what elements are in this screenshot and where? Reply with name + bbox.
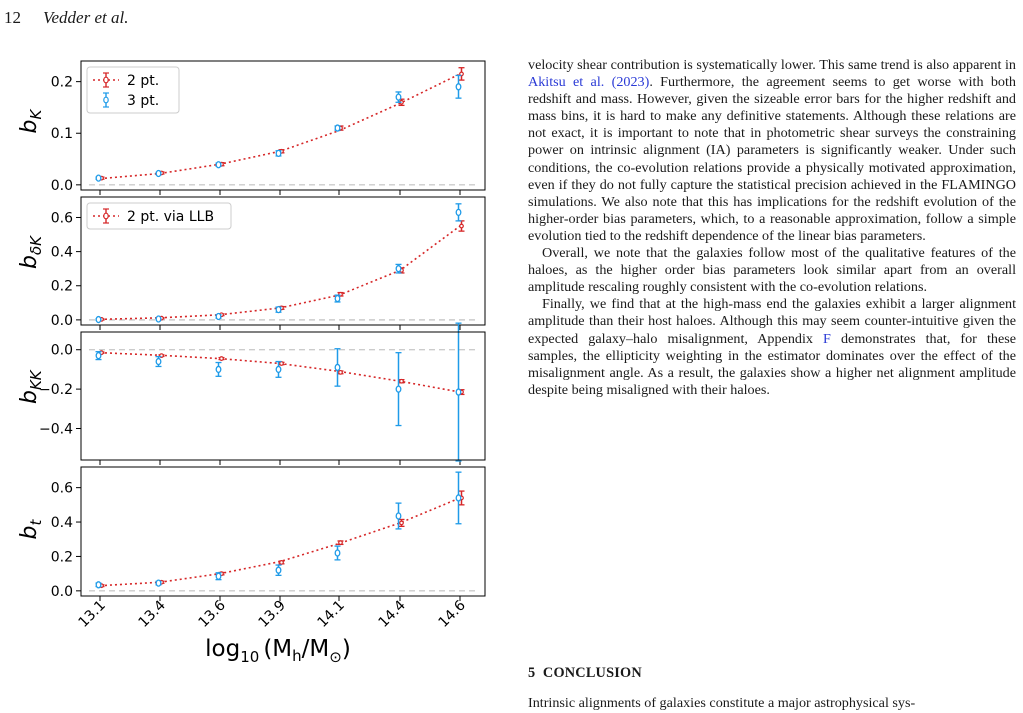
marker — [220, 357, 224, 361]
marker — [396, 386, 401, 392]
body-text — [528, 57, 1016, 399]
marker — [216, 313, 221, 319]
marker — [335, 125, 340, 131]
y-tick-label: 0.0 — [50, 342, 73, 359]
panel-bt — [17, 467, 485, 601]
y-axis-label: $b_K$ — [17, 109, 45, 134]
marker — [396, 94, 401, 100]
three-pt-point — [456, 204, 462, 221]
marker — [216, 162, 221, 168]
figure-panels — [17, 61, 485, 601]
three-pt-point — [216, 313, 222, 319]
three-pt-point — [96, 317, 102, 323]
panel-frame — [81, 332, 485, 460]
x-tick-label: 14.1 — [314, 597, 348, 631]
three-pt-point — [96, 352, 102, 360]
paragraph-3: Finally, we find that at the high-mass end the galaxies exhibit a larger alignment amplitude than their host haloes. Although this may seem counter-intuitive given the expected galaxy–halo misalignment, Appendix F demonstrates that, for these samples, the ellipticity weighting in the estimator dominates over the effect of the misalignment angle. As a result, the galaxies show a higher net alignment amplitude despite being misaligned with their haloes. — [528, 296, 1016, 398]
marker — [216, 573, 221, 579]
y-tick-label: 0.6 — [50, 210, 73, 227]
marker — [280, 362, 284, 366]
marker — [276, 366, 281, 372]
three-pt-point — [335, 125, 341, 131]
x-tick-label: 14.4 — [375, 597, 409, 631]
marker — [456, 209, 461, 215]
y-axis-label: $b_t$ — [17, 519, 45, 540]
marker — [460, 224, 464, 228]
y-tick-label: −0.4 — [39, 421, 73, 438]
three-pt-point — [456, 323, 462, 461]
x-tick-label: 14.6 — [435, 597, 469, 631]
y-tick-label: 0.2 — [50, 549, 73, 566]
running-authors: Vedder et al. — [43, 8, 129, 27]
legend-label: 3 pt. — [127, 93, 160, 109]
marker — [276, 150, 281, 156]
marker — [335, 364, 340, 370]
two-pt-point — [399, 519, 405, 526]
marker — [456, 389, 461, 395]
three-pt-point — [216, 162, 222, 168]
page-number: 12 — [4, 8, 21, 27]
panel-bdK — [17, 197, 485, 330]
y-tick-label: 0.0 — [50, 583, 73, 600]
three-pt-point — [276, 307, 282, 313]
conclusion-text: Intrinsic alignments of galaxies constitute a major astrophysical sys- — [528, 695, 916, 711]
y-tick-label: 0.2 — [50, 278, 73, 295]
x-tick-label: 13.6 — [195, 597, 229, 631]
x-tick-label: 13.4 — [135, 597, 169, 631]
marker — [335, 296, 340, 302]
marker — [96, 317, 101, 323]
legend — [87, 67, 179, 113]
three-pt-point — [276, 150, 282, 156]
three-pt-point — [456, 75, 462, 98]
x-axis-label: $\log_{10} (M_h/M_⊙)$ — [205, 636, 351, 666]
y-tick-label: 0.6 — [50, 480, 73, 497]
marker — [156, 170, 161, 176]
two-pt-point — [279, 362, 285, 366]
marker — [96, 582, 101, 588]
marker — [339, 371, 343, 375]
x-tick-label: 13.1 — [75, 597, 109, 631]
panel-bK — [17, 61, 485, 195]
two-pt-point — [459, 68, 465, 80]
marker — [96, 175, 101, 181]
marker — [456, 495, 461, 501]
three-pt-point — [335, 349, 341, 386]
bias-figure — [0, 0, 500, 713]
two-pt-point — [338, 541, 344, 545]
x-axis — [75, 597, 468, 630]
marker — [396, 266, 401, 272]
marker — [156, 359, 161, 365]
three-pt-point — [335, 546, 341, 560]
two-pt-point — [279, 561, 285, 565]
three-pt-point — [156, 357, 162, 367]
y-axis-label: $b_{\delta K}$ — [17, 236, 45, 269]
two-pt-point — [459, 221, 465, 231]
legend-label: 2 pt. via LLB — [127, 209, 215, 225]
marker — [456, 84, 461, 90]
panel-frame — [81, 467, 485, 596]
paragraph-1: velocity shear contribution is systematically lower. This same trend is also apparent in Akitsu et al. (2023). Furthermore, the agreement seems to get worse with both redshift and mass. However, given the sizeable error bars for the higher redshift and mass bins, it is hard to make any definitive statements. Although these relations are not exact, it is important to note that in photometric shear surveys the constraining power on intrinsic alignment (IA) parameters is significantly weaker. Under such conditions, the co-evolution relations provide a physically motivated approximation, even if they do not fully capture the statistical precision achieved in the FLAMINGO simulations. We also note that this has implications for the redshift evolution of the higher-order bias parameters, which, to a reasonable approximation, follow a simple evolution tied to the redshift dependence of the linear bias parameters. — [528, 57, 1017, 244]
legend-label: 2 pt. — [127, 73, 160, 89]
legend — [87, 203, 231, 229]
trend-line — [100, 226, 460, 319]
paragraph-2: Overall, we note that the galaxies follow most of the qualitative features of the haloes, as the higher order bias parameters look similar apart from an overall amplitude rescaling roughly consistent with the co-evolution relations. — [528, 245, 1016, 296]
three-pt-point — [96, 175, 102, 181]
marker — [156, 316, 161, 322]
two-pt-point — [219, 357, 225, 361]
section-heading: 5 CONCLUSION — [528, 665, 642, 681]
legend-marker — [104, 77, 108, 83]
y-tick-label: 0.2 — [50, 74, 73, 91]
marker — [276, 567, 281, 573]
y-tick-label: 0.4 — [50, 244, 73, 261]
marker — [216, 366, 221, 372]
appendix-link[interactable]: F — [823, 330, 831, 347]
three-pt-point — [156, 316, 162, 322]
legend-marker — [104, 97, 108, 103]
three-pt-point — [156, 170, 162, 176]
marker — [400, 379, 404, 383]
panel-bKK — [17, 323, 485, 465]
y-axis-label: $b_{KK}$ — [17, 370, 45, 404]
y-tick-label: 0.0 — [50, 312, 73, 329]
three-pt-point — [216, 363, 222, 377]
three-pt-point — [216, 573, 222, 580]
marker — [396, 513, 401, 519]
marker — [400, 521, 404, 525]
citation-link[interactable]: Akitsu et al. (2023) — [528, 74, 650, 91]
three-pt-point — [456, 472, 462, 524]
three-pt-point — [396, 353, 402, 426]
marker — [156, 580, 161, 586]
y-tick-label: 0.1 — [50, 126, 73, 143]
three-pt-point — [156, 580, 162, 586]
two-pt-point — [338, 371, 344, 375]
three-pt-point — [335, 295, 341, 302]
legend-marker — [104, 213, 108, 219]
three-pt-point — [276, 565, 282, 575]
y-tick-label: −0.2 — [39, 382, 73, 399]
marker — [96, 353, 101, 359]
marker — [276, 307, 281, 313]
marker — [339, 541, 343, 545]
three-pt-point — [96, 582, 102, 588]
y-tick-label: 0.4 — [50, 515, 73, 532]
y-tick-label: 0.0 — [50, 177, 73, 194]
marker — [280, 561, 284, 565]
x-tick-label: 13.9 — [255, 597, 289, 631]
two-pt-point — [399, 379, 405, 383]
marker — [335, 550, 340, 556]
